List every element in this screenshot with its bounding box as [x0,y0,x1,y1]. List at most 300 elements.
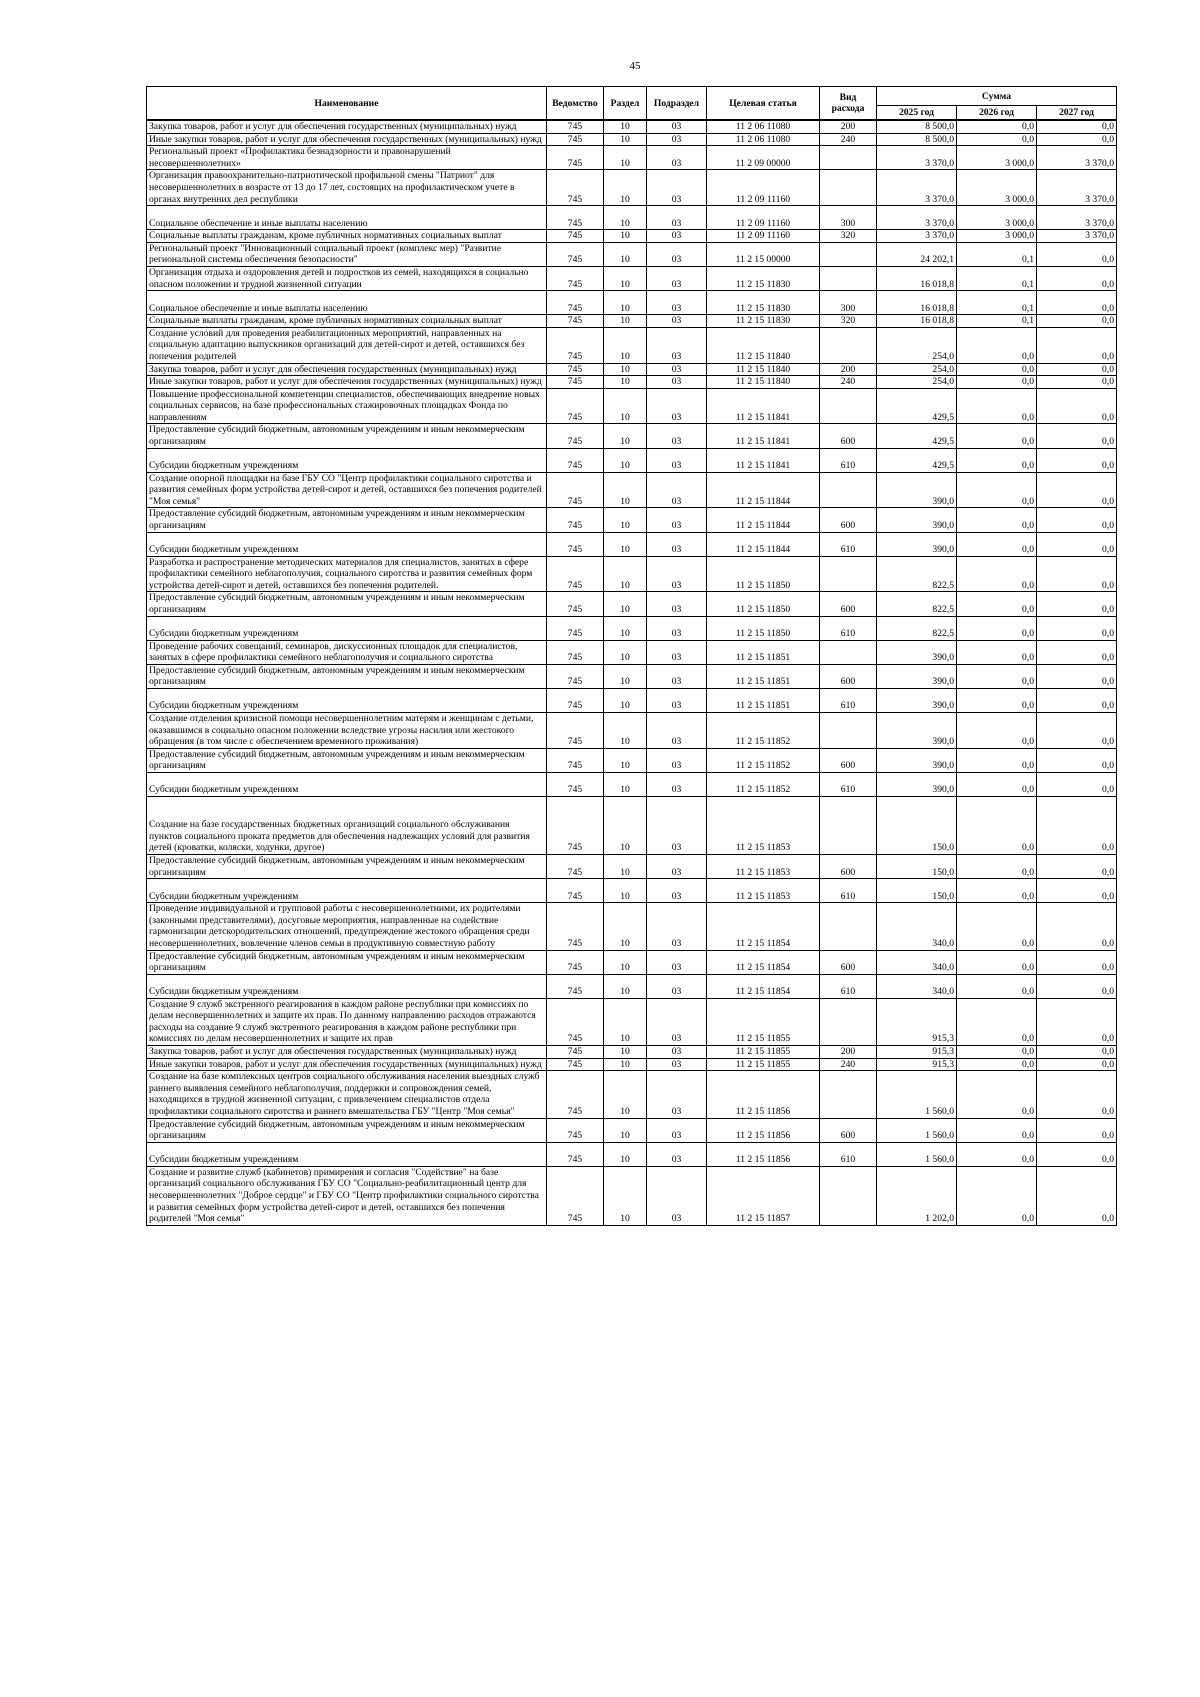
cell-expense-type: 610 [820,879,877,903]
cell-target: 11 2 09 11160 [707,230,820,243]
header-target: Целевая статья [707,87,820,121]
cell-sum-2025: 915,3 [877,1046,957,1059]
cell-dept: 745 [547,616,604,640]
cell-target: 11 2 15 11844 [707,508,820,532]
cell-sum-2025: 340,0 [877,974,957,998]
cell-section: 10 [604,640,647,664]
cell-sum-2027: 0,0 [1037,854,1117,878]
cell-expense-type [820,388,877,424]
cell-section: 10 [604,291,647,315]
cell-sum-2027: 3 370,0 [1037,230,1117,243]
cell-expense-type: 610 [820,688,877,712]
cell-dept: 745 [547,448,604,472]
cell-sum-2026: 0,1 [957,242,1037,266]
cell-section: 10 [604,1071,647,1118]
cell-expense-type [820,146,877,170]
cell-expense-type: 240 [820,376,877,389]
cell-sum-2025: 340,0 [877,950,957,974]
cell-sum-2025: 150,0 [877,879,957,903]
cell-sum-2025: 429,5 [877,448,957,472]
table-row [147,315,1117,328]
cell-sum-2025: 1 560,0 [877,1071,957,1118]
cell-sum-2026: 0,0 [957,796,1037,854]
cell-section: 10 [604,363,647,376]
cell-target: 11 2 15 11855 [707,1058,820,1071]
cell-sum-2025: 150,0 [877,854,957,878]
cell-section: 10 [604,266,647,290]
header-subsection: Подраздел [647,87,707,121]
cell-dept: 745 [547,592,604,616]
cell-target: 11 2 15 11855 [707,998,820,1045]
cell-sum-2025: 3 370,0 [877,230,957,243]
cell-expense-type [820,472,877,508]
header-expense-type: Вид расхода [820,87,877,121]
cell-expense-type: 610 [820,772,877,796]
cell-target: 11 2 15 11830 [707,315,820,328]
cell-target: 11 2 15 11856 [707,1071,820,1118]
cell-section: 10 [604,616,647,640]
cell-sum-2027: 3 370,0 [1037,146,1117,170]
cell-name: Предоставление субсидий бюджетным, автономным учреждениям и иным некоммерческим организациям [147,854,547,878]
cell-expense-type: 320 [820,230,877,243]
table-row [147,950,1117,974]
table-row [147,854,1117,878]
cell-section: 10 [604,532,647,556]
table-row [147,170,1117,206]
cell-subsection: 03 [647,592,707,616]
cell-dept: 745 [547,133,604,146]
cell-target: 11 2 15 11840 [707,327,820,363]
cell-sum-2027: 0,0 [1037,424,1117,448]
cell-name: Предоставление субсидий бюджетным, автономным учреждениям и иным некоммерческим организациям [147,1118,547,1142]
cell-target: 11 2 15 11853 [707,796,820,854]
cell-target: 11 2 15 11854 [707,974,820,998]
cell-subsection: 03 [647,133,707,146]
cell-target: 11 2 15 11856 [707,1142,820,1166]
cell-sum-2025: 16 018,8 [877,266,957,290]
cell-section: 10 [604,388,647,424]
cell-expense-type [820,1166,877,1225]
cell-expense-type [820,266,877,290]
cell-name: Социальные выплаты гражданам, кроме публичных нормативных социальных выплат [147,230,547,243]
cell-sum-2026: 0,0 [957,772,1037,796]
cell-sum-2027: 0,0 [1037,120,1117,133]
table-row [147,903,1117,950]
cell-sum-2025: 150,0 [877,796,957,854]
cell-expense-type [820,327,877,363]
cell-sum-2027: 0,0 [1037,772,1117,796]
cell-name: Субсидии бюджетным учреждениям [147,879,547,903]
cell-sum-2027: 0,0 [1037,133,1117,146]
cell-sum-2027: 0,0 [1037,592,1117,616]
cell-sum-2027: 0,0 [1037,315,1117,328]
cell-subsection: 03 [647,376,707,389]
cell-subsection: 03 [647,712,707,748]
cell-subsection: 03 [647,206,707,230]
page-number: 45 [629,60,641,72]
cell-sum-2026: 0,0 [957,950,1037,974]
cell-sum-2027: 0,0 [1037,664,1117,688]
cell-target: 11 2 15 11844 [707,532,820,556]
cell-section: 10 [604,376,647,389]
cell-sum-2025: 1 560,0 [877,1118,957,1142]
cell-sum-2026: 0,0 [957,1118,1037,1142]
cell-subsection: 03 [647,879,707,903]
cell-name: Закупка товаров, работ и услуг для обеспечения государственных (муниципальных) нужд [147,1046,547,1059]
cell-subsection: 03 [647,363,707,376]
cell-section: 10 [604,315,647,328]
cell-sum-2027: 0,0 [1037,363,1117,376]
cell-name: Создание на базе государственных бюджетных организаций социального обслуживания пунктов социального проката предметов для обеспечения надлежащих условий для развития детей (кроватки, коляски, ходунки, другое) [147,796,547,854]
cell-sum-2026: 0,0 [957,327,1037,363]
cell-section: 10 [604,664,647,688]
cell-dept: 745 [547,1118,604,1142]
cell-subsection: 03 [647,315,707,328]
cell-dept: 745 [547,170,604,206]
cell-sum-2026: 0,0 [957,363,1037,376]
cell-sum-2027: 0,0 [1037,688,1117,712]
cell-section: 10 [604,854,647,878]
table-row [147,1166,1117,1225]
cell-target: 11 2 15 11857 [707,1166,820,1225]
table-row [147,640,1117,664]
cell-dept: 745 [547,748,604,772]
cell-target: 11 2 15 11841 [707,424,820,448]
cell-section: 10 [604,688,647,712]
cell-target: 11 2 15 11840 [707,376,820,389]
cell-sum-2025: 390,0 [877,640,957,664]
cell-sum-2027: 0,0 [1037,508,1117,532]
cell-sum-2026: 0,0 [957,133,1037,146]
cell-sum-2025: 390,0 [877,772,957,796]
cell-subsection: 03 [647,854,707,878]
cell-section: 10 [604,327,647,363]
cell-sum-2027: 0,0 [1037,903,1117,950]
cell-sum-2027: 0,0 [1037,616,1117,640]
cell-expense-type: 300 [820,206,877,230]
cell-sum-2026: 3 000,0 [957,146,1037,170]
cell-sum-2026: 0,0 [957,903,1037,950]
cell-dept: 745 [547,532,604,556]
cell-expense-type: 600 [820,748,877,772]
cell-sum-2026: 0,0 [957,998,1037,1045]
cell-target: 11 2 15 11852 [707,712,820,748]
cell-section: 10 [604,242,647,266]
cell-sum-2027: 0,0 [1037,266,1117,290]
cell-dept: 745 [547,508,604,532]
cell-sum-2026: 0,0 [957,376,1037,389]
cell-subsection: 03 [647,327,707,363]
cell-subsection: 03 [647,508,707,532]
cell-target: 11 2 15 11856 [707,1118,820,1142]
cell-subsection: 03 [647,388,707,424]
cell-dept: 745 [547,472,604,508]
cell-section: 10 [604,1142,647,1166]
cell-sum-2027: 0,0 [1037,1046,1117,1059]
cell-sum-2026: 0,0 [957,556,1037,592]
cell-expense-type [820,242,877,266]
cell-expense-type: 240 [820,1058,877,1071]
cell-name: Субсидии бюджетным учреждениям [147,616,547,640]
cell-section: 10 [604,950,647,974]
cell-sum-2026: 0,0 [957,879,1037,903]
cell-sum-2027: 0,0 [1037,291,1117,315]
table-row [147,1071,1117,1118]
cell-sum-2025: 3 370,0 [877,170,957,206]
cell-target: 11 2 06 11080 [707,133,820,146]
cell-sum-2025: 1 560,0 [877,1142,957,1166]
cell-name: Иные закупки товаров, работ и услуг для обеспечения государственных (муниципальных) нужд [147,376,547,389]
table-row [147,998,1117,1045]
cell-section: 10 [604,592,647,616]
table-row [147,291,1117,315]
cell-dept: 745 [547,1058,604,1071]
cell-sum-2026: 0,0 [957,688,1037,712]
cell-section: 10 [604,448,647,472]
cell-sum-2025: 3 370,0 [877,206,957,230]
cell-expense-type [820,796,877,854]
cell-subsection: 03 [647,230,707,243]
cell-expense-type: 200 [820,120,877,133]
table-row [147,388,1117,424]
table-row [147,206,1117,230]
cell-name: Социальные выплаты гражданам, кроме публичных нормативных социальных выплат [147,315,547,328]
cell-dept: 745 [547,556,604,592]
cell-target: 11 2 15 11854 [707,903,820,950]
table-row [147,508,1117,532]
table-row [147,532,1117,556]
cell-sum-2025: 390,0 [877,472,957,508]
cell-sum-2027: 0,0 [1037,556,1117,592]
cell-expense-type: 320 [820,315,877,328]
header-2027: 2027 год [1037,106,1117,121]
cell-expense-type [820,170,877,206]
cell-subsection: 03 [647,903,707,950]
table-row [147,879,1117,903]
cell-sum-2025: 340,0 [877,903,957,950]
cell-target: 11 2 15 11852 [707,772,820,796]
cell-dept: 745 [547,796,604,854]
cell-subsection: 03 [647,640,707,664]
cell-target: 11 2 06 11080 [707,120,820,133]
cell-dept: 745 [547,772,604,796]
header-2025: 2025 год [877,106,957,121]
cell-expense-type: 600 [820,950,877,974]
cell-dept: 745 [547,688,604,712]
cell-name: Субсидии бюджетным учреждениям [147,448,547,472]
cell-name: Субсидии бюджетным учреждениям [147,974,547,998]
cell-target: 11 2 15 11840 [707,363,820,376]
cell-dept: 745 [547,1142,604,1166]
cell-sum-2026: 0,0 [957,1046,1037,1059]
cell-sum-2025: 390,0 [877,688,957,712]
cell-sum-2026: 0,0 [957,640,1037,664]
cell-name: Региональный проект «Профилактика безнадзорности и правонарушений несовершеннолетних» [147,146,547,170]
cell-dept: 745 [547,146,604,170]
table-row [147,376,1117,389]
cell-sum-2027: 0,0 [1037,1142,1117,1166]
cell-section: 10 [604,712,647,748]
cell-expense-type: 600 [820,664,877,688]
cell-dept: 745 [547,950,604,974]
table-row [147,712,1117,748]
table-row [147,133,1117,146]
cell-sum-2025: 16 018,8 [877,315,957,328]
cell-sum-2026: 0,0 [957,424,1037,448]
cell-sum-2026: 0,0 [957,1071,1037,1118]
cell-subsection: 03 [647,688,707,712]
cell-expense-type: 600 [820,1118,877,1142]
cell-expense-type: 200 [820,1046,877,1059]
cell-target: 11 2 15 11850 [707,592,820,616]
cell-name: Социальное обеспечение и иные выплаты населению [147,291,547,315]
cell-dept: 745 [547,1071,604,1118]
cell-target: 11 2 15 11855 [707,1046,820,1059]
cell-sum-2025: 16 018,8 [877,291,957,315]
cell-section: 10 [604,424,647,448]
cell-dept: 745 [547,712,604,748]
cell-subsection: 03 [647,1118,707,1142]
table-row [147,327,1117,363]
cell-name: Закупка товаров, работ и услуг для обеспечения государственных (муниципальных) нужд [147,120,547,133]
cell-dept: 745 [547,388,604,424]
table-row [147,1142,1117,1166]
table-row [147,424,1117,448]
table-row [147,448,1117,472]
cell-dept: 745 [547,998,604,1045]
cell-subsection: 03 [647,616,707,640]
table-row [147,242,1117,266]
table-row [147,472,1117,508]
cell-sum-2025: 429,5 [877,424,957,448]
cell-dept: 745 [547,664,604,688]
cell-name: Создание на базе комплексных центров социального обслуживания населения выездных служб раннего выявления семейного неблагополучия, поддержки и сопровождения семей, находящихся в трудной жизненной ситуации, с привлечением специалистов отдела профилактики социального сиротства и раннего вмешательства ГБУ "Центр "Моя семья" [147,1071,547,1118]
cell-sum-2027: 0,0 [1037,448,1117,472]
cell-subsection: 03 [647,1071,707,1118]
cell-sum-2027: 0,0 [1037,1166,1117,1225]
cell-sum-2026: 3 000,0 [957,170,1037,206]
cell-target: 11 2 15 11851 [707,640,820,664]
cell-sum-2027: 0,0 [1037,640,1117,664]
cell-target: 11 2 15 00000 [707,242,820,266]
cell-name: Предоставление субсидий бюджетным, автономным учреждениям и иным некоммерческим организациям [147,950,547,974]
cell-sum-2025: 390,0 [877,712,957,748]
cell-name: Предоставление субсидий бюджетным, автономным учреждениям и иным некоммерческим организациям [147,592,547,616]
cell-expense-type: 610 [820,1142,877,1166]
cell-expense-type: 600 [820,592,877,616]
budget-table [146,86,1117,1226]
table-row [147,266,1117,290]
cell-name: Разработка и распространение методических материалов для специалистов, занятых в сфере профилактики семейного неблагополучия, социального сиротства и развития семейных форм устройства детей-сирот и детей, оставшихся без попечения родителей. [147,556,547,592]
cell-name: Организация правоохранительно-патриотической профильной смены "Патриот" для несовершеннолетних в возрасте от 13 до 17 лет, состоящих на профилактическом учете в органах внутренних дел республики [147,170,547,206]
cell-name: Субсидии бюджетным учреждениям [147,772,547,796]
cell-dept: 745 [547,230,604,243]
table-row [147,120,1117,133]
cell-sum-2025: 915,3 [877,998,957,1045]
cell-section: 10 [604,556,647,592]
cell-sum-2026: 0,1 [957,291,1037,315]
cell-target: 11 2 15 11841 [707,388,820,424]
cell-subsection: 03 [647,748,707,772]
cell-sum-2027: 0,0 [1037,1118,1117,1142]
cell-section: 10 [604,974,647,998]
cell-target: 11 2 15 11854 [707,950,820,974]
cell-subsection: 03 [647,772,707,796]
cell-sum-2027: 0,0 [1037,712,1117,748]
cell-sum-2026: 0,1 [957,315,1037,328]
cell-dept: 745 [547,974,604,998]
cell-sum-2025: 915,3 [877,1058,957,1071]
cell-sum-2025: 254,0 [877,327,957,363]
cell-sum-2026: 3 000,0 [957,230,1037,243]
cell-name: Региональный проект "Инновационный социальный проект (комплекс мер) "Развитие региональной системы обеспечения безопасности" [147,242,547,266]
cell-expense-type: 600 [820,508,877,532]
cell-dept: 745 [547,266,604,290]
cell-expense-type [820,556,877,592]
cell-name: Субсидии бюджетным учреждениям [147,532,547,556]
cell-dept: 745 [547,854,604,878]
cell-section: 10 [604,146,647,170]
cell-expense-type: 600 [820,424,877,448]
cell-subsection: 03 [647,664,707,688]
cell-expense-type [820,640,877,664]
cell-dept: 745 [547,120,604,133]
cell-target: 11 2 15 11851 [707,664,820,688]
cell-expense-type [820,998,877,1045]
cell-sum-2026: 0,0 [957,1058,1037,1071]
header-name: Наименование [147,87,547,121]
cell-dept: 745 [547,903,604,950]
cell-name: Организация отдыха и оздоровления детей и подростков из семей, находящихся в социально опасном положении и трудной жизненной ситуации [147,266,547,290]
cell-sum-2027: 0,0 [1037,1058,1117,1071]
header-sum: Сумма [877,87,1117,106]
cell-sum-2026: 0,0 [957,616,1037,640]
table-row [147,664,1117,688]
cell-subsection: 03 [647,974,707,998]
cell-name: Иные закупки товаров, работ и услуг для обеспечения государственных (муниципальных) нужд [147,133,547,146]
cell-sum-2025: 3 370,0 [877,146,957,170]
cell-target: 11 2 15 11850 [707,556,820,592]
cell-subsection: 03 [647,998,707,1045]
cell-name: Социальное обеспечение и иные выплаты населению [147,206,547,230]
cell-target: 11 2 15 11844 [707,472,820,508]
cell-target: 11 2 15 11841 [707,448,820,472]
cell-section: 10 [604,508,647,532]
cell-sum-2027: 0,0 [1037,974,1117,998]
cell-name: Предоставление субсидий бюджетным, автономным учреждениям и иным некоммерческим организациям [147,748,547,772]
cell-name: Предоставление субсидий бюджетным, автономным учреждениям и иным некоммерческим организациям [147,508,547,532]
cell-sum-2027: 0,0 [1037,998,1117,1045]
cell-sum-2026: 0,0 [957,854,1037,878]
cell-subsection: 03 [647,266,707,290]
header-dept: Ведомство [547,87,604,121]
cell-subsection: 03 [647,146,707,170]
cell-sum-2025: 390,0 [877,508,957,532]
cell-subsection: 03 [647,1046,707,1059]
cell-name: Предоставление субсидий бюджетным, автономным учреждениям и иным некоммерческим организациям [147,424,547,448]
cell-subsection: 03 [647,1142,707,1166]
table-row [147,796,1117,854]
cell-sum-2026: 0,0 [957,388,1037,424]
cell-expense-type: 240 [820,133,877,146]
cell-sum-2027: 3 370,0 [1037,206,1117,230]
cell-sum-2027: 0,0 [1037,532,1117,556]
cell-sum-2025: 429,5 [877,388,957,424]
cell-dept: 745 [547,363,604,376]
cell-section: 10 [604,206,647,230]
header-2026: 2026 год [957,106,1037,121]
table-row [147,146,1117,170]
